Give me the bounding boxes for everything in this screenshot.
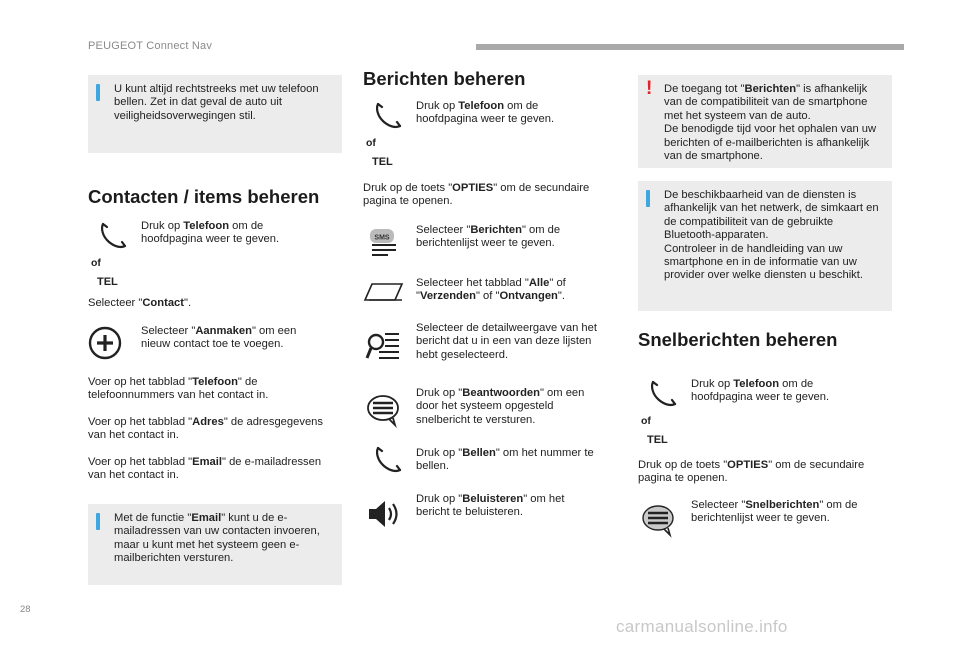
info-marker-icon <box>96 513 100 530</box>
select-contact-text: Selecteer "Contact". <box>88 297 192 309</box>
call-text: Druk op "Bellen" om het nummer te bellen. <box>416 447 594 473</box>
step-phone-text: Druk op Telefoon om de hoofdpagina weer te geven. <box>416 100 555 126</box>
detail-view-text: Selecteer de detailweergave van het bericht dat u in een van deze lijsten hebt geselecteerd. <box>416 322 597 361</box>
message-lines-icon <box>365 392 401 428</box>
tab-address-text: Voer op het tabblad "Adres" de adresgegevens van het contact in. <box>88 416 323 442</box>
of-label: of <box>366 137 376 149</box>
select-tab-text: Selecteer het tabblad "Alle" of "Verzenden" of "Ontvangen". <box>416 277 566 303</box>
watermark: carmanualsonline.info <box>616 617 788 636</box>
select-messages-text: Selecteer "Berichten" om de berichtenlijst weer te geven. <box>416 224 561 250</box>
info-note-text: U kunt altijd rechtstreeks met uw telefoon bellen. Zet in dat geval de auto uit veiligheidsoverwegingen stil. <box>114 83 319 122</box>
info-marker-icon <box>646 190 650 207</box>
listen-text: Druk op "Beluisteren" om het bericht te beluisteren. <box>416 493 565 519</box>
section-heading-contacts: Contacten / items beheren <box>88 186 320 207</box>
reply-text: Druk op "Beantwoorden" om een door het systeem opgesteld snelbericht te versturen. <box>416 387 585 426</box>
info-email-box <box>88 504 342 585</box>
list-magnify-icon <box>365 328 401 364</box>
of-label: of <box>641 415 651 427</box>
speaker-icon <box>366 496 402 532</box>
info-marker-icon <box>96 84 100 101</box>
tab-slanted-icon <box>362 272 406 308</box>
sms-bubble-icon <box>366 225 402 261</box>
tel-label: TEL <box>97 276 118 288</box>
phone-handset-icon <box>645 376 681 412</box>
tab-email-text: Voer op het tabblad "Email" de e-mailadressen van het contact in. <box>88 456 322 482</box>
select-quick-messages-text: Selecteer "Snelberichten" om de berichtenlijst weer te geven. <box>691 499 858 525</box>
warning-text-2: De benodigde tijd voor het ophalen van uw berichten of e-mailberichten is afhankelijk van de smartphone. <box>664 123 877 163</box>
section-heading-quick-messages: Snelberichten beheren <box>638 329 838 350</box>
info-services-text-2: Controleer in de handleiding van uw smartphone en in de informatie van uw provider over welke diensten u beschikt. <box>664 242 863 282</box>
options-text: Druk op de toets "OPTIES" om de secundaire pagina te openen. <box>363 182 590 208</box>
warning-box <box>638 75 892 168</box>
plus-circle-icon <box>87 325 123 361</box>
info-email-text: Met de functie "Email" kunt u de e-mailadressen van uw contacten invoeren, maar u kunt met het systeem geen e-mailberichten versturen. <box>114 512 320 565</box>
page-number: 28 <box>20 604 31 615</box>
add-contact-text: Selecteer "Aanmaken" om een nieuw contact toe te voegen. <box>141 325 297 351</box>
info-note-box <box>88 75 342 153</box>
info-services-box <box>638 181 892 311</box>
warning-text: De toegang tot "Berichten" is afhankelijk van de compatibiliteit van de smartphone met het systeem van de auto. <box>664 83 868 122</box>
warning-exclamation-icon: ! <box>646 78 653 99</box>
header-divider-bar <box>476 44 904 50</box>
step-phone-text: Druk op Telefoon om de hoofdpagina weer te geven. <box>141 220 280 246</box>
svg-text:SMS: SMS <box>374 234 390 242</box>
options-text: Druk op de toets "OPTIES" om de secundaire pagina te openen. <box>638 459 865 485</box>
info-services-text: De beschikbaarheid van de diensten is afhankelijk van het netwerk, de simkaart en de compatibiliteit van de gebruikte Bluetooth-apparaten. <box>664 189 879 242</box>
phone-handset-icon <box>370 442 406 478</box>
tel-label: TEL <box>372 156 393 168</box>
running-header: PEUGEOT Connect Nav <box>88 40 213 52</box>
tel-label: TEL <box>647 434 668 446</box>
message-lines-icon <box>640 502 676 538</box>
step-phone-text: Druk op Telefoon om de hoofdpagina weer te geven. <box>691 378 830 404</box>
of-label: of <box>91 257 101 269</box>
tab-phone-text: Voer op het tabblad "Telefoon" de telefoonnummers van het contact in. <box>88 376 269 402</box>
section-heading-messages: Berichten beheren <box>363 68 526 89</box>
phone-handset-icon <box>95 218 131 254</box>
phone-handset-icon <box>370 98 406 134</box>
